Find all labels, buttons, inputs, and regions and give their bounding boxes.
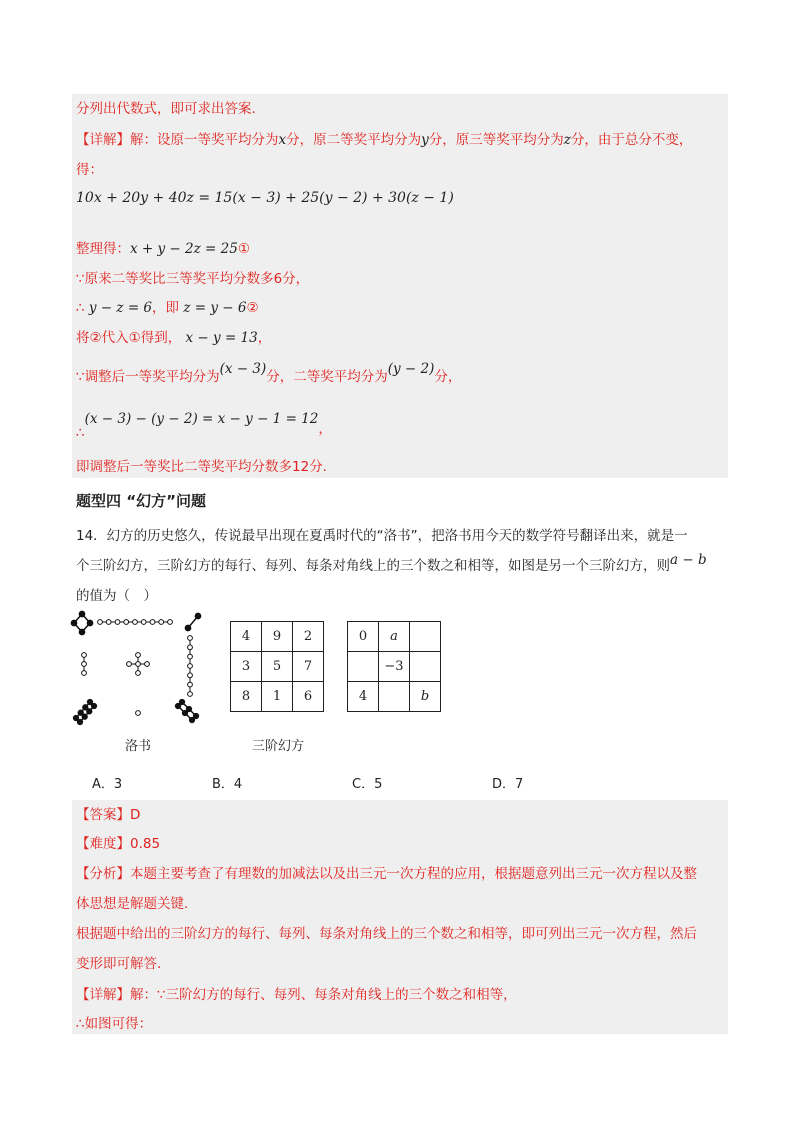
var-y: y xyxy=(421,132,429,148)
solution-line xyxy=(76,361,462,386)
cell: b xyxy=(410,682,441,712)
analysis-tag: 【分析】 xyxy=(76,866,130,882)
luoshu-six xyxy=(176,700,199,723)
option-letter: C． xyxy=(352,777,375,792)
luoshu-diagram xyxy=(70,610,210,730)
option-letter: A． xyxy=(92,777,114,792)
var-x: x xyxy=(278,132,287,148)
cell: 8 xyxy=(231,682,262,712)
solution-line xyxy=(76,458,327,476)
circle-marker: ① xyxy=(237,241,250,257)
analysis-line: 根据题中给出的三阶幻方的每行、每列、每条对角线上的三个数之和相等，即可列出三元一次方程，然后 xyxy=(76,926,697,942)
luoshu-nine xyxy=(98,620,173,625)
solution-line xyxy=(76,329,271,347)
table-row xyxy=(348,652,441,682)
luoshu-two xyxy=(185,613,200,630)
var-z: z xyxy=(563,132,571,148)
cell xyxy=(410,622,441,652)
option-letter: D． xyxy=(492,777,516,792)
option-value: 3 xyxy=(113,777,123,792)
table-row xyxy=(348,682,441,712)
equation-7: (y − 2) xyxy=(387,361,435,377)
luoshu-caption: 洛书 xyxy=(125,739,152,754)
equation-3: y − z = 6 xyxy=(88,300,153,316)
luoshu-seven xyxy=(188,636,193,697)
solution-line xyxy=(76,240,250,258)
question-line: 的值为（ ） xyxy=(76,588,157,604)
cell: 2 xyxy=(293,622,324,652)
cell: −3 xyxy=(379,652,410,682)
table-row xyxy=(348,622,441,652)
text: ， xyxy=(318,421,332,437)
option-value: 4 xyxy=(233,777,243,792)
detail-line: ∴如图可得： xyxy=(76,1016,153,1032)
therefore-symbol: ∴ xyxy=(76,300,85,316)
analysis-line: 变形即可解答. xyxy=(76,956,162,972)
text: 分，二等奖平均分为 xyxy=(266,369,388,385)
option-letter: B． xyxy=(212,777,234,792)
analysis-line: 体思想是解题关键. xyxy=(76,896,189,912)
option-value: 5 xyxy=(374,777,383,792)
equation-6: (x − 3) xyxy=(219,361,267,377)
number: 12 xyxy=(292,459,310,475)
difficulty-line: 【难度】0.85 xyxy=(76,836,161,852)
therefore-symbol: ∴ xyxy=(76,425,85,441)
solution-line: ∵原来二等奖比三等奖平均分数多6分， xyxy=(76,271,310,287)
cell xyxy=(379,682,410,712)
magic-square-caption: 三阶幻方 xyxy=(252,739,305,754)
analysis-line xyxy=(76,865,697,883)
text: 分， xyxy=(434,369,462,385)
detail-text: 分，原三等奖平均分为 xyxy=(428,132,564,148)
luoshu-five xyxy=(127,653,150,676)
cell: 4 xyxy=(231,622,262,652)
detail-tag: 【详解】 xyxy=(76,987,130,1003)
equation-2: x + y − 2z = 25 xyxy=(130,241,238,257)
equation-5: x − y = 13 xyxy=(185,330,258,346)
cell: 4 xyxy=(348,682,379,712)
text: ， xyxy=(257,330,272,346)
solution-line: 分列出代数式，即可求出答案. xyxy=(76,101,256,117)
text: ，即 xyxy=(152,300,180,316)
option-value: 7 xyxy=(515,777,524,792)
detail-text: 分，由于总分不变， xyxy=(570,132,693,148)
text: 将②代入①得到， xyxy=(76,330,182,346)
cell: 1 xyxy=(262,682,293,712)
magic-square-table xyxy=(230,621,324,712)
cell: 5 xyxy=(262,652,293,682)
cell: 9 xyxy=(262,622,293,652)
luoshu-four xyxy=(71,611,92,634)
equation-4: z = y − 6 xyxy=(183,300,247,316)
table-row xyxy=(231,622,324,652)
detail-text: 分，原二等奖平均分为 xyxy=(286,132,422,148)
question-line xyxy=(76,554,707,574)
unknown-square-table xyxy=(347,621,441,712)
detail-line xyxy=(76,131,692,149)
cell xyxy=(348,652,379,682)
detail-tag: 【详解】 xyxy=(76,132,130,148)
table-row xyxy=(231,682,324,712)
answer-line: 【答案】D xyxy=(76,807,141,823)
option-d[interactable] xyxy=(492,773,523,792)
luoshu-one xyxy=(136,711,141,716)
cell: 7 xyxy=(293,652,324,682)
solution-line xyxy=(76,299,259,317)
circle-marker: ② xyxy=(246,300,259,316)
equation-1: 10x + 20y + 40z = 15(x − 3) + 25(y − 2) + 30(z − 1) xyxy=(76,190,454,206)
option-c[interactable] xyxy=(352,773,382,792)
luoshu-eight xyxy=(74,700,97,725)
cell: 3 xyxy=(231,652,262,682)
cell: a xyxy=(379,622,410,652)
text: 个三阶幻方，三阶幻方的每行、每列、每条对角线上的三个数之和相等，如图是另一个三阶幻方，则 xyxy=(76,558,670,574)
cell xyxy=(410,652,441,682)
text: ∵调整后一等奖平均分为 xyxy=(76,369,220,385)
text: 分. xyxy=(309,459,327,475)
table-row xyxy=(231,652,324,682)
detail-text: 解：设原一等奖平均分为 xyxy=(130,132,279,148)
option-b[interactable] xyxy=(212,773,242,792)
text: 解：∵三阶幻方的每行、每列、每条对角线上的三个数之和相等， xyxy=(130,987,517,1003)
option-a[interactable] xyxy=(92,773,122,792)
section-heading: 题型四 “幻方”问题 xyxy=(76,492,206,510)
text: 本题主要考查了有理数的加减法以及出三元一次方程的应用，根据题意列出三元一次方程以及整 xyxy=(130,866,697,882)
detail-line xyxy=(76,986,517,1004)
solution-line: 得： xyxy=(76,162,103,178)
cell: 6 xyxy=(293,682,324,712)
text: 整理得： xyxy=(76,241,130,257)
question-line: 14．幻方的历史悠久，传说最早出现在夏禹时代的“洛书”，把洛书用今天的数学符号翻译出来，就是一 xyxy=(76,528,688,544)
cell: 0 xyxy=(348,622,379,652)
text: 即调整后一等奖比二等奖平均分数多 xyxy=(76,459,292,475)
expression-a-minus-b: a − b xyxy=(670,552,707,568)
luoshu-three xyxy=(82,653,87,676)
solution-line xyxy=(76,410,332,441)
equation-8: (x − 3) − (y − 2) = x − y − 1 = 12 xyxy=(84,411,319,427)
